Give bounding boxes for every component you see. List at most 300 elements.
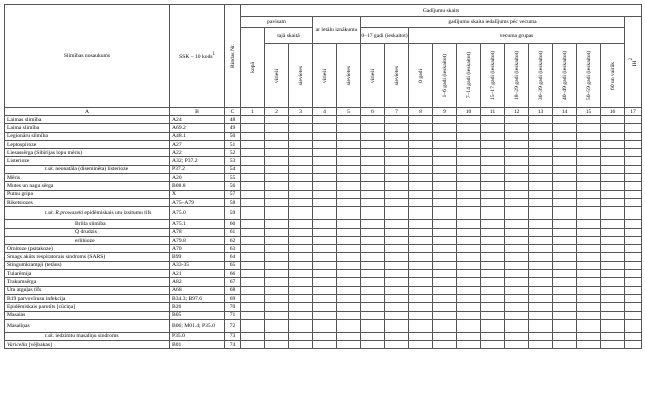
data-cell[interactable] [241,149,265,157]
data-cell[interactable] [625,174,642,182]
data-cell[interactable] [553,116,577,124]
data-cell[interactable] [337,132,361,140]
data-cell[interactable] [241,303,265,311]
data-cell[interactable] [289,311,313,319]
data-cell[interactable] [625,341,642,349]
data-cell[interactable] [457,116,481,124]
data-cell[interactable] [289,140,313,148]
data-cell[interactable] [553,182,577,190]
data-cell[interactable] [409,332,433,340]
data-cell[interactable] [529,278,553,286]
data-cell[interactable] [265,182,289,190]
data-cell[interactable] [457,286,481,294]
data-cell[interactable] [433,253,457,261]
data-cell[interactable] [337,124,361,132]
data-cell[interactable] [337,190,361,198]
data-cell[interactable] [457,190,481,198]
data-cell[interactable] [313,319,337,332]
data-cell[interactable] [361,198,385,206]
data-cell[interactable] [313,286,337,294]
data-cell[interactable] [433,207,457,220]
data-cell[interactable] [289,245,313,253]
data-cell[interactable] [385,341,409,349]
data-cell[interactable] [361,124,385,132]
data-cell[interactable] [385,294,409,302]
data-cell[interactable] [289,286,313,294]
data-cell[interactable] [481,190,505,198]
data-cell[interactable] [337,198,361,206]
data-cell[interactable] [553,140,577,148]
data-cell[interactable] [409,182,433,190]
data-cell[interactable] [265,165,289,173]
data-cell[interactable] [313,294,337,302]
data-cell[interactable] [289,132,313,140]
data-cell[interactable] [361,165,385,173]
data-cell[interactable] [433,220,457,228]
data-cell[interactable] [265,140,289,148]
data-cell[interactable] [625,165,642,173]
data-cell[interactable] [337,220,361,228]
data-cell[interactable] [241,236,265,244]
data-cell[interactable] [457,124,481,132]
data-cell[interactable] [385,190,409,198]
data-cell[interactable] [385,253,409,261]
data-cell[interactable] [409,149,433,157]
data-cell[interactable] [505,311,529,319]
data-cell[interactable] [529,132,553,140]
data-cell[interactable] [241,253,265,261]
data-cell[interactable] [529,245,553,253]
data-cell[interactable] [361,174,385,182]
data-cell[interactable] [409,286,433,294]
data-cell[interactable] [625,332,642,340]
data-cell[interactable] [529,270,553,278]
data-cell[interactable] [457,220,481,228]
data-cell[interactable] [577,278,601,286]
data-cell[interactable] [289,220,313,228]
data-cell[interactable] [313,236,337,244]
data-cell[interactable] [529,149,553,157]
data-cell[interactable] [577,198,601,206]
data-cell[interactable] [505,149,529,157]
data-cell[interactable] [553,149,577,157]
data-cell[interactable] [505,116,529,124]
data-cell[interactable] [385,149,409,157]
data-cell[interactable] [553,341,577,349]
data-cell[interactable] [601,303,625,311]
data-cell[interactable] [361,303,385,311]
data-cell[interactable] [529,294,553,302]
data-cell[interactable] [265,278,289,286]
data-cell[interactable] [433,278,457,286]
data-cell[interactable] [241,270,265,278]
data-cell[interactable] [505,341,529,349]
data-cell[interactable] [601,245,625,253]
data-cell[interactable] [505,278,529,286]
data-cell[interactable] [385,182,409,190]
data-cell[interactable] [601,286,625,294]
data-cell[interactable] [409,311,433,319]
data-cell[interactable] [553,278,577,286]
data-cell[interactable] [361,228,385,236]
data-cell[interactable] [361,286,385,294]
data-cell[interactable] [601,341,625,349]
data-cell[interactable] [265,190,289,198]
data-cell[interactable] [241,220,265,228]
data-cell[interactable] [481,116,505,124]
data-cell[interactable] [265,236,289,244]
data-cell[interactable] [481,294,505,302]
data-cell[interactable] [289,174,313,182]
data-cell[interactable] [601,149,625,157]
data-cell[interactable] [241,294,265,302]
data-cell[interactable] [289,278,313,286]
data-cell[interactable] [577,149,601,157]
data-cell[interactable] [289,190,313,198]
data-cell[interactable] [313,303,337,311]
data-cell[interactable] [337,319,361,332]
data-cell[interactable] [289,261,313,269]
data-cell[interactable] [529,157,553,165]
data-cell[interactable] [505,236,529,244]
data-cell[interactable] [265,228,289,236]
data-cell[interactable] [289,303,313,311]
data-cell[interactable] [289,319,313,332]
data-cell[interactable] [361,270,385,278]
data-cell[interactable] [313,207,337,220]
data-cell[interactable] [601,270,625,278]
data-cell[interactable] [481,319,505,332]
data-cell[interactable] [457,332,481,340]
data-cell[interactable] [481,278,505,286]
data-cell[interactable] [553,245,577,253]
data-cell[interactable] [433,149,457,157]
data-cell[interactable] [481,311,505,319]
data-cell[interactable] [265,124,289,132]
data-cell[interactable] [409,198,433,206]
data-cell[interactable] [625,207,642,220]
data-cell[interactable] [265,332,289,340]
data-cell[interactable] [337,303,361,311]
data-cell[interactable] [553,198,577,206]
data-cell[interactable] [577,132,601,140]
data-cell[interactable] [385,198,409,206]
data-cell[interactable] [313,270,337,278]
data-cell[interactable] [433,165,457,173]
data-cell[interactable] [289,341,313,349]
data-cell[interactable] [265,198,289,206]
data-cell[interactable] [409,157,433,165]
data-cell[interactable] [313,311,337,319]
data-cell[interactable] [625,270,642,278]
data-cell[interactable] [553,220,577,228]
data-cell[interactable] [505,261,529,269]
data-cell[interactable] [409,220,433,228]
data-cell[interactable] [601,261,625,269]
data-cell[interactable] [385,332,409,340]
data-cell[interactable] [409,341,433,349]
data-cell[interactable] [385,157,409,165]
data-cell[interactable] [385,220,409,228]
data-cell[interactable] [433,311,457,319]
data-cell[interactable] [577,311,601,319]
data-cell[interactable] [241,286,265,294]
data-cell[interactable] [313,261,337,269]
data-cell[interactable] [361,140,385,148]
data-cell[interactable] [385,140,409,148]
data-cell[interactable] [433,140,457,148]
data-cell[interactable] [289,253,313,261]
data-cell[interactable] [289,124,313,132]
data-cell[interactable] [385,245,409,253]
data-cell[interactable] [385,207,409,220]
data-cell[interactable] [553,228,577,236]
data-cell[interactable] [409,278,433,286]
data-cell[interactable] [481,253,505,261]
data-cell[interactable] [241,228,265,236]
data-cell[interactable] [457,319,481,332]
data-cell[interactable] [529,198,553,206]
data-cell[interactable] [625,140,642,148]
data-cell[interactable] [577,182,601,190]
data-cell[interactable] [577,319,601,332]
data-cell[interactable] [433,228,457,236]
data-cell[interactable] [241,190,265,198]
data-cell[interactable] [313,190,337,198]
data-cell[interactable] [625,132,642,140]
data-cell[interactable] [313,182,337,190]
data-cell[interactable] [505,319,529,332]
data-cell[interactable] [433,198,457,206]
data-cell[interactable] [553,261,577,269]
data-cell[interactable] [241,140,265,148]
data-cell[interactable] [577,157,601,165]
data-cell[interactable] [337,332,361,340]
data-cell[interactable] [505,220,529,228]
data-cell[interactable] [433,270,457,278]
data-cell[interactable] [433,132,457,140]
data-cell[interactable] [289,294,313,302]
data-cell[interactable] [337,286,361,294]
data-cell[interactable] [625,190,642,198]
data-cell[interactable] [505,165,529,173]
data-cell[interactable] [265,319,289,332]
data-cell[interactable] [529,332,553,340]
data-cell[interactable] [457,236,481,244]
data-cell[interactable] [265,253,289,261]
data-cell[interactable] [385,124,409,132]
data-cell[interactable] [361,245,385,253]
data-cell[interactable] [433,236,457,244]
data-cell[interactable] [481,124,505,132]
data-cell[interactable] [361,278,385,286]
data-cell[interactable] [409,319,433,332]
data-cell[interactable] [601,294,625,302]
data-cell[interactable] [337,311,361,319]
data-cell[interactable] [625,116,642,124]
data-cell[interactable] [241,116,265,124]
data-cell[interactable] [337,182,361,190]
data-cell[interactable] [601,132,625,140]
data-cell[interactable] [481,270,505,278]
data-cell[interactable] [241,332,265,340]
data-cell[interactable] [241,132,265,140]
data-cell[interactable] [529,182,553,190]
data-cell[interactable] [361,116,385,124]
data-cell[interactable] [601,228,625,236]
data-cell[interactable] [625,245,642,253]
data-cell[interactable] [433,261,457,269]
data-cell[interactable] [289,116,313,124]
data-cell[interactable] [241,198,265,206]
data-cell[interactable] [409,207,433,220]
data-cell[interactable] [601,236,625,244]
data-cell[interactable] [577,286,601,294]
data-cell[interactable] [361,311,385,319]
data-cell[interactable] [577,341,601,349]
data-cell[interactable] [457,228,481,236]
data-cell[interactable] [601,319,625,332]
data-cell[interactable] [241,207,265,220]
data-cell[interactable] [505,303,529,311]
data-cell[interactable] [577,140,601,148]
data-cell[interactable] [409,261,433,269]
data-cell[interactable] [433,190,457,198]
data-cell[interactable] [553,253,577,261]
data-cell[interactable] [625,149,642,157]
data-cell[interactable] [505,207,529,220]
data-cell[interactable] [337,294,361,302]
data-cell[interactable] [577,220,601,228]
data-cell[interactable] [265,294,289,302]
data-cell[interactable] [313,341,337,349]
data-cell[interactable] [505,270,529,278]
data-cell[interactable] [361,253,385,261]
data-cell[interactable] [553,319,577,332]
data-cell[interactable] [289,228,313,236]
data-cell[interactable] [361,132,385,140]
data-cell[interactable] [241,278,265,286]
data-cell[interactable] [553,311,577,319]
data-cell[interactable] [409,228,433,236]
data-cell[interactable] [313,278,337,286]
data-cell[interactable] [313,132,337,140]
data-cell[interactable] [361,220,385,228]
data-cell[interactable] [625,311,642,319]
data-cell[interactable] [481,228,505,236]
data-cell[interactable] [289,270,313,278]
data-cell[interactable] [601,198,625,206]
data-cell[interactable] [505,294,529,302]
data-cell[interactable] [529,261,553,269]
data-cell[interactable] [529,190,553,198]
data-cell[interactable] [553,132,577,140]
data-cell[interactable] [481,132,505,140]
data-cell[interactable] [409,140,433,148]
data-cell[interactable] [553,165,577,173]
data-cell[interactable] [553,270,577,278]
data-cell[interactable] [289,157,313,165]
data-cell[interactable] [361,236,385,244]
data-cell[interactable] [409,294,433,302]
data-cell[interactable] [601,220,625,228]
data-cell[interactable] [433,124,457,132]
data-cell[interactable] [625,124,642,132]
data-cell[interactable] [313,116,337,124]
data-cell[interactable] [265,270,289,278]
data-cell[interactable] [433,245,457,253]
data-cell[interactable] [457,174,481,182]
data-cell[interactable] [457,182,481,190]
data-cell[interactable] [241,124,265,132]
data-cell[interactable] [433,319,457,332]
data-cell[interactable] [553,207,577,220]
data-cell[interactable] [433,182,457,190]
data-cell[interactable] [361,332,385,340]
data-cell[interactable] [601,124,625,132]
data-cell[interactable] [529,140,553,148]
data-cell[interactable] [529,341,553,349]
data-cell[interactable] [313,332,337,340]
data-cell[interactable] [337,207,361,220]
data-cell[interactable] [361,149,385,157]
data-cell[interactable] [505,286,529,294]
data-cell[interactable] [361,319,385,332]
data-cell[interactable] [505,253,529,261]
data-cell[interactable] [481,236,505,244]
data-cell[interactable] [433,341,457,349]
data-cell[interactable] [481,303,505,311]
data-cell[interactable] [457,261,481,269]
data-cell[interactable] [577,228,601,236]
data-cell[interactable] [601,157,625,165]
data-cell[interactable] [289,198,313,206]
data-cell[interactable] [289,165,313,173]
data-cell[interactable] [265,132,289,140]
data-cell[interactable] [457,207,481,220]
data-cell[interactable] [577,245,601,253]
data-cell[interactable] [481,165,505,173]
data-cell[interactable] [457,270,481,278]
data-cell[interactable] [337,165,361,173]
data-cell[interactable] [601,278,625,286]
data-cell[interactable] [505,140,529,148]
data-cell[interactable] [529,253,553,261]
data-cell[interactable] [625,182,642,190]
data-cell[interactable] [289,182,313,190]
data-cell[interactable] [577,207,601,220]
data-cell[interactable] [409,253,433,261]
data-cell[interactable] [601,165,625,173]
data-cell[interactable] [289,332,313,340]
data-cell[interactable] [481,174,505,182]
data-cell[interactable] [265,157,289,165]
data-cell[interactable] [337,245,361,253]
data-cell[interactable] [529,319,553,332]
data-cell[interactable] [625,303,642,311]
data-cell[interactable] [409,190,433,198]
data-cell[interactable] [577,303,601,311]
data-cell[interactable] [457,278,481,286]
data-cell[interactable] [409,270,433,278]
data-cell[interactable] [529,220,553,228]
data-cell[interactable] [625,294,642,302]
data-cell[interactable] [601,253,625,261]
data-cell[interactable] [505,332,529,340]
data-cell[interactable] [433,332,457,340]
data-cell[interactable] [337,149,361,157]
data-cell[interactable] [577,253,601,261]
